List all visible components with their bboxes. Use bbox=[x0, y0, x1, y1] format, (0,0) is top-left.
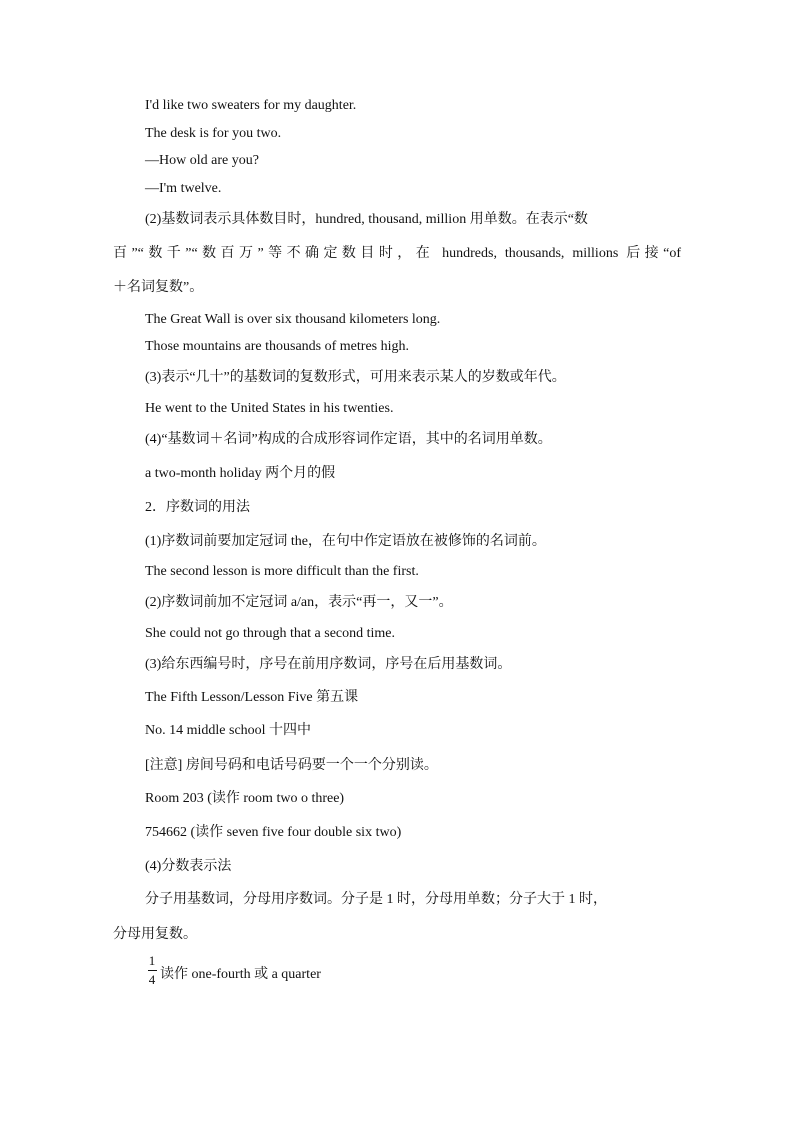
subsection-heading: (4)分数表示法 bbox=[145, 859, 232, 874]
fraction-denominator: 4 bbox=[148, 972, 156, 987]
example-phrase: 754662 (读作 seven five four double six two) bbox=[145, 825, 402, 840]
rule-paragraph: 分子用基数词，分母用序数词。分子是 1 时，分母用单数；分子大于 1 时， bbox=[145, 892, 607, 907]
rule-paragraph: (3)表示“几十”的基数词的复数形式，可用来表示某人的岁数或年代。 bbox=[145, 370, 566, 385]
rule-paragraph-continuation: 分母用复数。 bbox=[113, 927, 197, 942]
example-phrase: No. 14 middle school 十四中 bbox=[145, 723, 312, 738]
dialogue-line: —I'm twelve. bbox=[145, 181, 222, 196]
rule-paragraph: (4)“基数词＋名词”构成的合成形容词作定语，其中的名词用单数。 bbox=[145, 432, 552, 447]
example-sentence: He went to the United States in his twenties. bbox=[145, 401, 394, 416]
example-phrase: The Fifth Lesson/Lesson Five 第五课 bbox=[145, 690, 359, 705]
example-sentence: The Great Wall is over six thousand kilometers long. bbox=[145, 312, 441, 327]
rule-paragraph: (3)给东西编号时，序号在前用序数词，序号在后用基数词。 bbox=[145, 657, 512, 672]
dialogue-line: —How old are you? bbox=[145, 153, 259, 168]
rule-paragraph-continuation: 百”“数千”“数百万”等不确定数目时，在 hundreds, thousands, millions 后接“of bbox=[113, 246, 681, 261]
example-phrase: a two-month holiday 两个月的假 bbox=[145, 466, 336, 481]
example-sentence: The desk is for you two. bbox=[145, 126, 282, 141]
fraction-one-quarter bbox=[145, 953, 159, 988]
section-heading: 2．序数词的用法 bbox=[145, 500, 250, 515]
example-sentence: She could not go through that a second time. bbox=[145, 626, 396, 641]
note-paragraph: [注意] 房间号码和电话号码要一个一个分别读。 bbox=[145, 758, 438, 773]
fraction-reading-text: 读作 one-fourth 或 a quarter bbox=[160, 967, 321, 982]
rule-paragraph: (2)基数词表示具体数目时，hundred, thousand, million 用单数。在表示“数 bbox=[145, 212, 588, 227]
rule-paragraph: (2)序数词前加不定冠词 a/an，表示“再一，又一”。 bbox=[145, 595, 453, 610]
example-sentence: The second lesson is more difficult than the first. bbox=[145, 564, 419, 579]
rule-paragraph: (1)序数词前要加定冠词 the，在句中作定语放在被修饰的名词前。 bbox=[145, 534, 546, 549]
fraction-numerator: 1 bbox=[148, 953, 156, 968]
example-phrase: Room 203 (读作 room two o three) bbox=[145, 791, 345, 806]
example-sentence: Those mountains are thousands of metres high. bbox=[145, 339, 410, 354]
fraction-bar bbox=[148, 970, 157, 971]
rule-paragraph-continuation: ＋名词复数”。 bbox=[113, 280, 204, 295]
example-sentence: I'd like two sweaters for my daughter. bbox=[145, 98, 357, 113]
